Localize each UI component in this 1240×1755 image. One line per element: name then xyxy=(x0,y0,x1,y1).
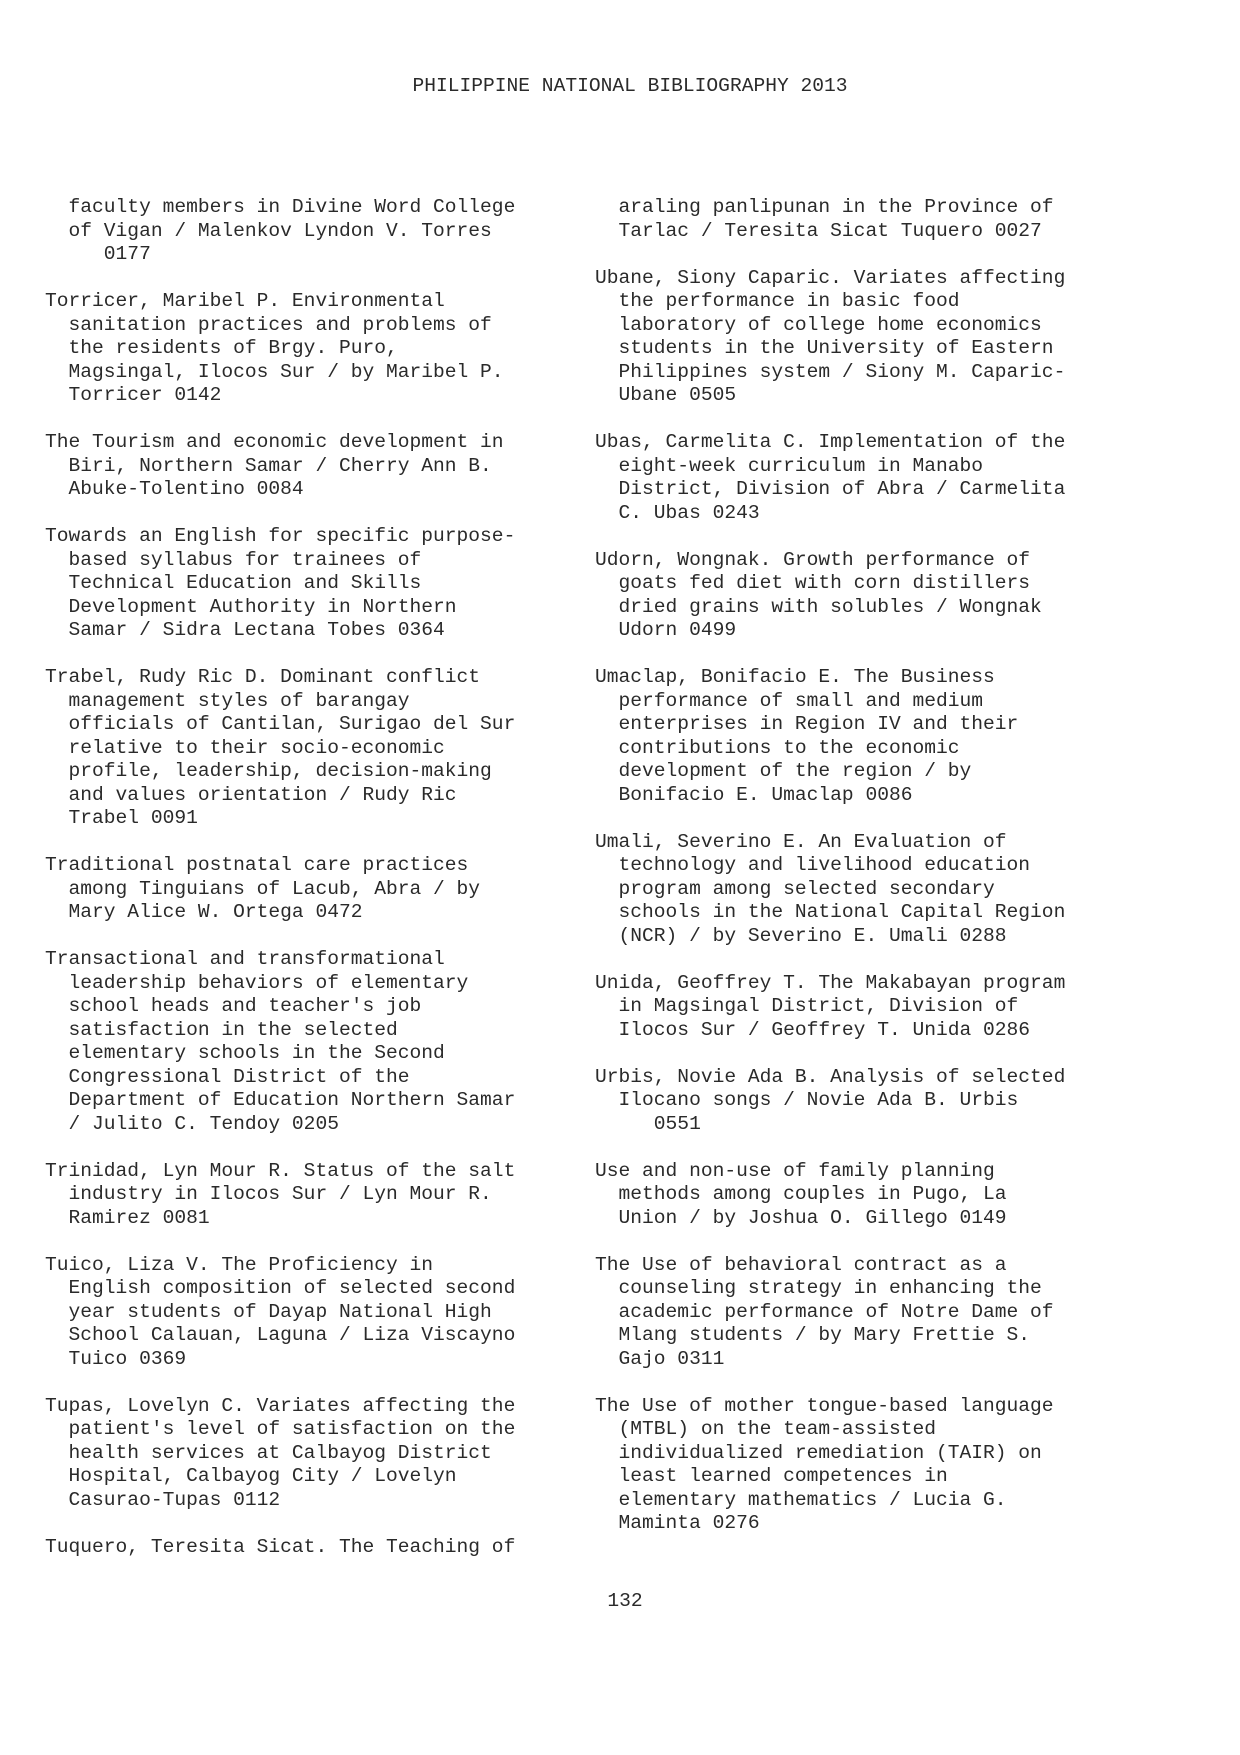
bibliography-entry: The Tourism and economic development in Biri, Northern Samar / Cherry Ann B. Abuke-Tolentino 0084 xyxy=(45,431,504,500)
bibliography-entry: Towards an English for specific purpose- based syllabus for trainees of Technical Education and Skills Development Authority in Northern Samar / Sidra Lectana Tobes 0364 xyxy=(45,525,516,641)
bibliography-entry: Tuico, Liza V. The Proficiency in English composition of selected second year students of Dayap National High School Calauan, Laguna / Liza Viscayno Tuico 0369 xyxy=(45,1253,516,1370)
bibliography-entry: araling panlipunan in the Province of Tarlac / Teresita Sicat Tuquero 0027 xyxy=(618,196,1054,242)
bibliography-entry: Tuquero, Teresita Sicat. The Teaching of xyxy=(45,1535,516,1558)
bibliography-entry: Ubane, Siony Caparic. Variates affecting the performance in basic food laboratory of college home economics students in the University of Eastern Philippines system / Siony M. Caparic- Ubane 0505 xyxy=(595,266,1066,406)
bibliography-entry: Tupas, Lovelyn C. Variates affecting the patient's level of satisfaction on the health services at Calbayog District Hospital, Calbayog City / Lovelyn Casurao-Tupas 0112 xyxy=(45,1394,516,1511)
page-number: 132 xyxy=(607,1590,643,1612)
bibliography-entry: The Use of behavioral contract as a counseling strategy in enhancing the academic performance of Notre Dame of Mlang students / by Mary Frettie S. Gajo 0311 xyxy=(595,1253,1054,1370)
bibliography-entry: Umali, Severino E. An Evaluation of technology and livelihood education program among selected secondary schools in the National Capital Region (NCR) / by Severino E. Umali 0288 xyxy=(595,830,1066,947)
bibliography-entry: Torricer, Maribel P. Environmental sanitation practices and problems of the residents of Brgy. Puro, Magsingal, Ilocos Sur / by Maribel P. Torricer 0142 xyxy=(45,290,504,406)
bibliography-entry: Umaclap, Bonifacio E. The Business performance of small and medium enterprises in Region IV and their contributions to the economic development of the region / by Bonifacio E. Umaclap 0086 xyxy=(595,666,1019,806)
page-title: PHILIPPINE NATIONAL BIBLIOGRAPHY 2013 xyxy=(412,75,848,97)
bibliography-entry: Ubas, Carmelita C. Implementation of the eight-week curriculum in Manabo District, Division of Abra / Carmelita C. Ubas 0243 xyxy=(595,431,1066,524)
bibliography-entry: Udorn, Wongnak. Growth performance of goats fed diet with corn distillers dried grains with solubles / Wongnak Udorn 0499 xyxy=(595,548,1042,641)
bibliography-entry: Unida, Geoffrey T. The Makabayan program in Magsingal District, Division of Ilocos Sur / Geoffrey T. Unida 0286 xyxy=(595,971,1066,1041)
bibliography-entry: The Use of mother tongue-based language (MTBL) on the team-assisted individualized remediation (TAIR) on least learned competences in elementary mathematics / Lucia G. Maminta 0276 xyxy=(595,1394,1054,1534)
bibliography-entry: Transactional and transformational leadership behaviors of elementary school heads and teacher's job satisfaction in the selected elementary schools in the Second Congressional District of the Department of Education Northern Samar / Julito C. Tendoy 0205 xyxy=(45,948,516,1135)
left-column xyxy=(45,196,565,1583)
bibliography-entry: Urbis, Novie Ada B. Analysis of selected Ilocano songs / Novie Ada B. Urbis 0551 xyxy=(595,1065,1066,1135)
bibliography-entry: Traditional postnatal care practices among Tinguians of Lacub, Abra / by Mary Alice W. Ortega 0472 xyxy=(45,854,481,923)
bibliography-entry: faculty members in Divine Word College of Vigan / Malenkov Lyndon V. Torres 0177 xyxy=(68,196,516,265)
bibliography-entry: Use and non-use of family planning methods among couples in Pugo, La Union / by Joshua O. Gillego 0149 xyxy=(595,1159,1007,1229)
bibliography-entry: Trabel, Rudy Ric D. Dominant conflict management styles of barangay officials of Cantilan, Surigao del Sur relative to their socio-economic profile, leadership, decision-making and values orientation / Rudy Ric Trabel 0091 xyxy=(45,666,516,829)
bibliography-entry: Trinidad, Lyn Mour R. Status of the salt industry in Ilocos Sur / Lyn Mour R. Ramirez 0081 xyxy=(45,1159,516,1229)
right-column xyxy=(595,196,1115,1559)
